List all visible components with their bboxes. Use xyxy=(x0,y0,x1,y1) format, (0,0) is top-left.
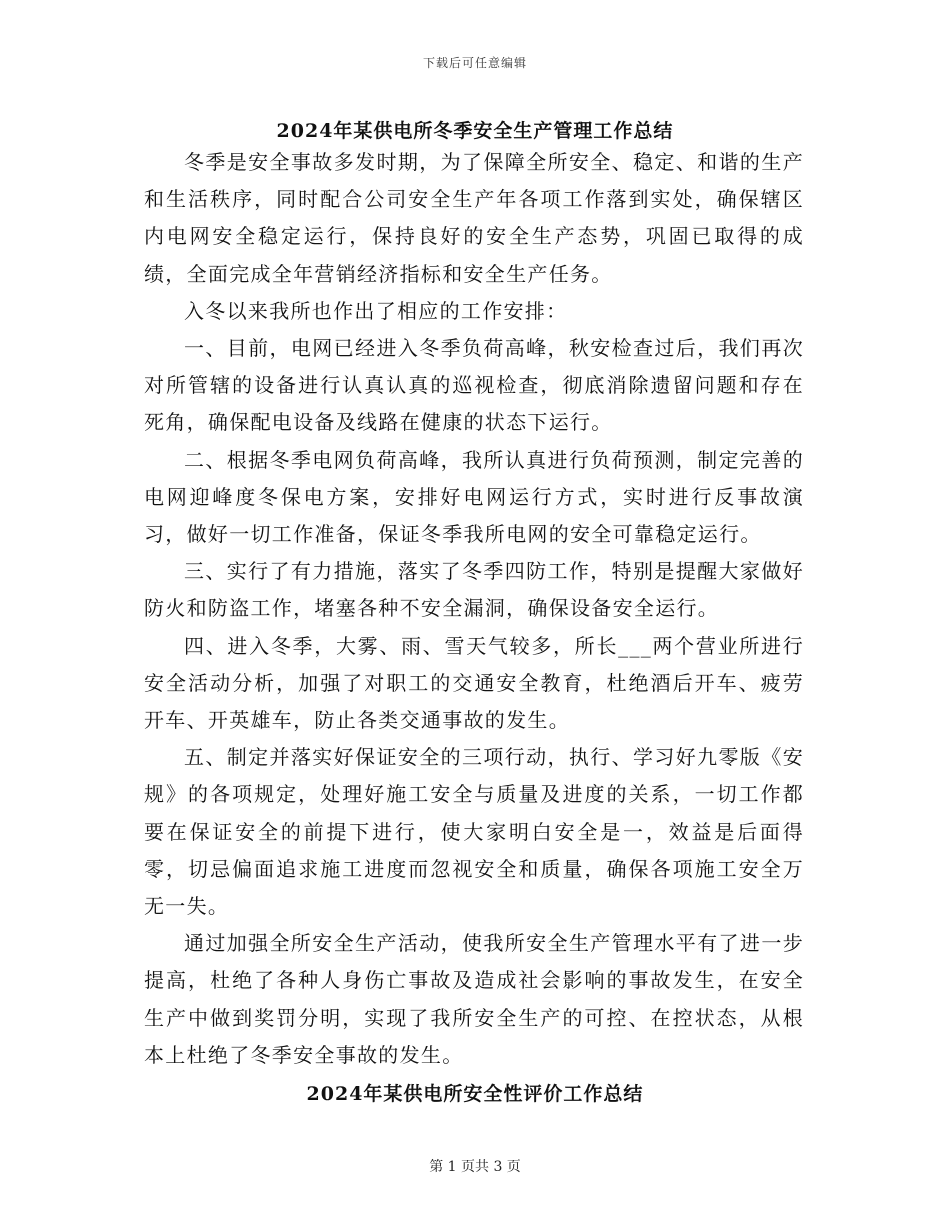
document-body xyxy=(144,144,804,1074)
paragraph-item-5: 五、制定并落实好保证安全的三项行动，执行、学习好九零版《安规》的各项规定，处理好施工安全与质量及进度的关系，一切工作都要在保证安全的前提下进行，使大家明白安全是一，效益是后面得零，切忌偏面追求施工进度而忽视安全和质量，确保各项施工安全万无一失。 xyxy=(144,745,804,919)
header-note: 下载后可任意编辑 xyxy=(422,56,527,70)
paragraph-item-2: 二、根据冬季电网负荷高峰，我所认真进行负荷预测，制定完善的电网迎峰度冬保电方案，安排好电网运行方式，实时进行反事故演习，做好一切工作准备，保证冬季我所电网的安全可靠稳定运行。 xyxy=(144,447,804,547)
paragraph-intro: 冬季是安全事故多发时期，为了保障全所安全、稳定、和谐的生产和生活秩序，同时配合公司安全生产年各项工作落到实处，确保辖区内电网安全稳定运行，保持良好的安全生产态势，巩固已取得的成绩，全面完成全年营销经济指标和安全生产任务。 xyxy=(144,150,804,286)
page-footer: 第 1 页共 3 页 xyxy=(429,1159,521,1175)
paragraph-item-4: 四、进入冬季，大雾、雨、雪天气较多，所长___两个营业所进行安全活动分析，加强了对职工的交通安全教育，杜绝酒后开车、疲劳开车、开英雄车，防止各类交通事故的发生。 xyxy=(144,633,804,733)
paragraph-conclusion: 通过加强全所安全生产活动，使我所安全生产管理水平有了进一步提高，杜绝了各种人身伤亡事故及造成社会影响的事故发生，在安全生产中做到奖罚分明，实现了我所安全生产的可控、在控状态，从根本上杜绝了冬季安全事故的发生。 xyxy=(144,931,804,1067)
document-title: 2024年某供电所冬季安全生产管理工作总结 xyxy=(276,120,674,142)
paragraph-item-1: 一、目前，电网已经进入冬季负荷高峰，秋安检查过后，我们再次对所管辖的设备进行认真认真的巡视检查，彻底消除遗留问题和存在死角，确保配电设备及线路在健康的状态下运行。 xyxy=(144,336,804,435)
second-document-title: 2024年某供电所安全性评价工作总结 xyxy=(306,1083,644,1105)
paragraph-item-3: 三、实行了有力措施，落实了冬季四防工作，特别是提醒大家做好防火和防盗工作，堵塞各种不安全漏洞，确保设备安全运行。 xyxy=(144,559,804,621)
paragraph-arrangement-lead: 入冬以来我所也作出了相应的工作安排： xyxy=(184,298,568,323)
